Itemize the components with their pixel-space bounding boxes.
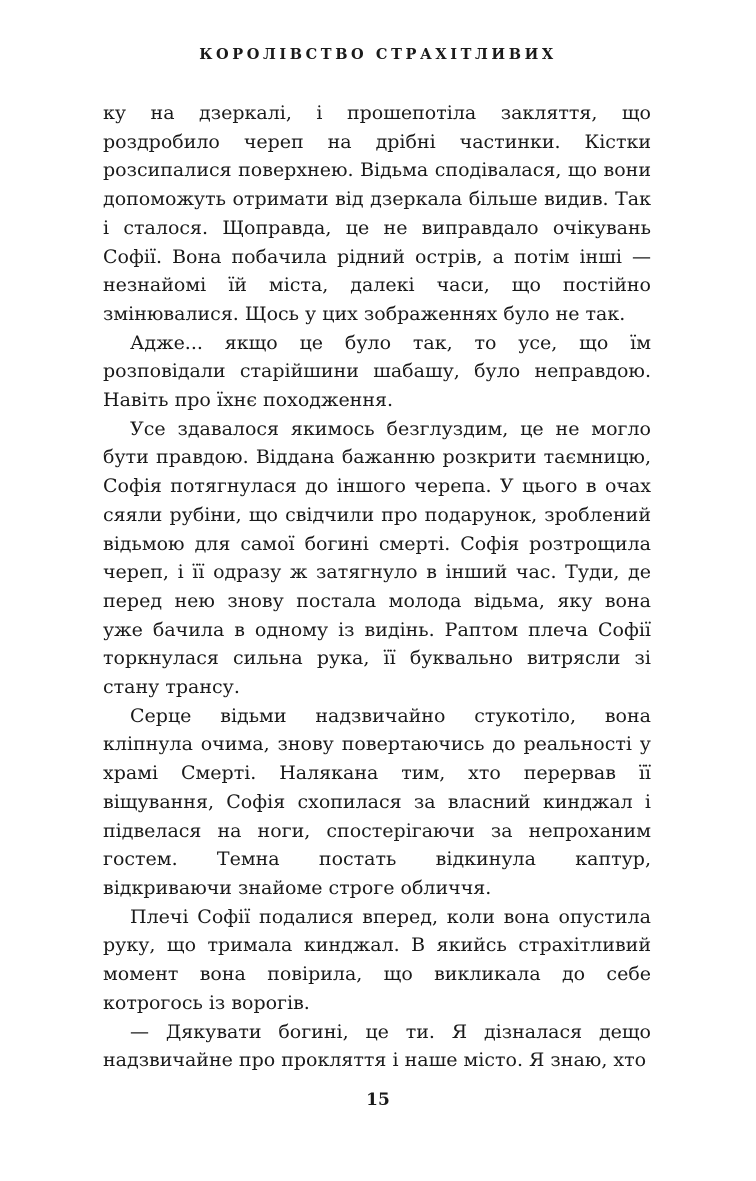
running-head: КОРОЛІВСТВО СТРАХІТЛИВИХ <box>199 46 557 63</box>
body-text <box>103 99 651 1075</box>
paragraph: Адже... якщо це було так, то усе, що їм розповідали старійшини шабашу, було неправдою. Навіть про їхнє походження. <box>103 331 651 412</box>
paragraph: Усе здавалося якимось безглуздим, це не могло бути правдою. Віддана бажанню розкрити таємницю, Софія потягнулася до іншого черепа. У цього в очах сяяли рубіни, що свідчили про подарунок, зроблений відьмою для самої богині смерті. Софія розтрощила череп, і її одразу ж затягнуло в інший час. Туди, де перед нею знову постала молода відьма, яку вона уже бачила в одному із видінь. Раптом плеча Софії торкнулася сильна рука, її буквально витрясли зі стану трансу. <box>103 417 651 699</box>
page-number: 15 <box>366 1090 390 1110</box>
paragraph: Плечі Софії подалися вперед, коли вона опустила руку, що тримала кинджал. В якийсь страхітливий момент вона повірила, що викликала до себе котрогось із ворогів. <box>103 905 651 1014</box>
paragraph: ку на дзеркалі, і прошепотіла закляття, що роздробило череп на дрібні частинки. Кістки розсипалися поверхнею. Відьма сподівалася, що вони допоможуть отримати від дзеркала більше видив. Так і сталося. Щоправда, це не виправдало очікувань Софії. Вона побачила рідний острів, а потім інші — незнайомі їй міста, далекі часи, що постійно змінювалися. Щось у цих зображеннях було не так. <box>103 102 651 325</box>
paragraph: Серце відьми надзвичайно стукотіло, вона кліпнула очима, знову повертаючись до реальності у храмі Смерті. Налякана тим, хто перервав її віщування, Софія схопилася за власний кинджал і підвелася на ноги, спостерігаючи за непроханим гостем. Темна постать відкинула каптур, відкриваючи знайоме строге обличчя. <box>103 704 651 899</box>
paragraph: — Дякувати богині, це ти. Я дізналася дещо надзвичайне про прокляття і наше місто. Я знаю, хто <box>103 1020 651 1072</box>
